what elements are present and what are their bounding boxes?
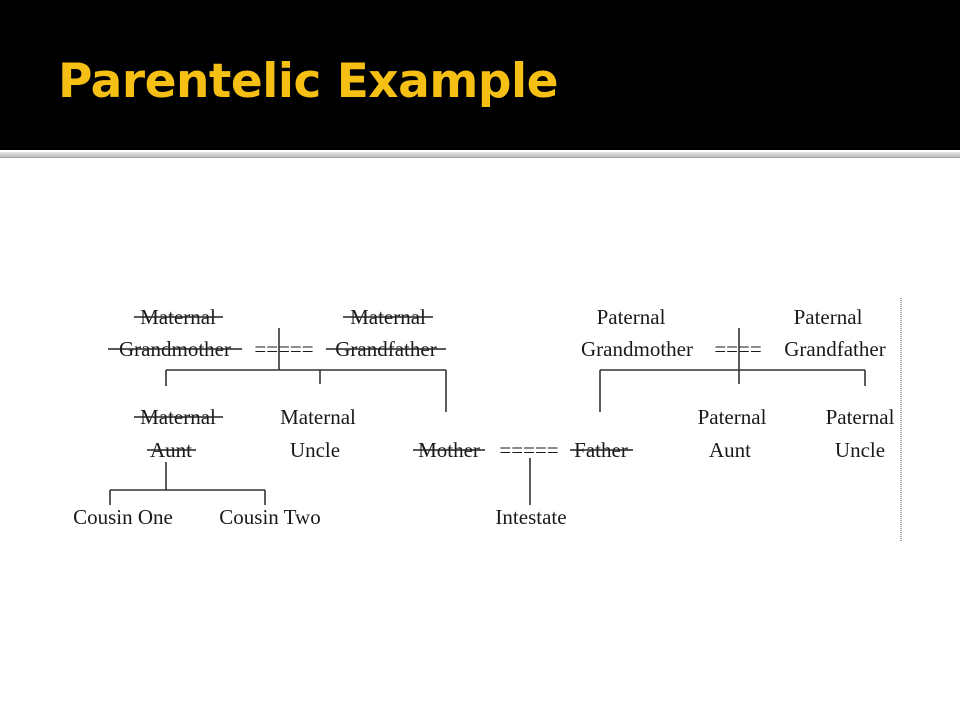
cousins-connectors (110, 462, 265, 505)
parents-marriage: ===== (499, 438, 559, 462)
father-node (570, 438, 633, 462)
mother-node (413, 438, 485, 462)
maternal-uncle-line2: Uncle (289, 438, 341, 462)
paternal-grandfather-node (784, 305, 885, 361)
cousin-one-label: Cousin One (73, 505, 173, 529)
maternal-aunt-node (134, 405, 223, 462)
maternal-grandfather-line1: Maternal (350, 305, 426, 329)
maternal-grandfather-line2: Grandfather (335, 337, 437, 361)
paternal-grandmother-line1: Paternal (596, 305, 666, 329)
paternal-aunt-line2: Aunt (709, 438, 751, 462)
maternal-grandmother-node (108, 305, 242, 361)
intestate-label: Intestate (495, 505, 567, 529)
paternal-grandmother-node (581, 305, 693, 361)
maternal-aunt-line2: Aunt (150, 438, 192, 462)
paternal-aunt-node (698, 405, 767, 462)
paternal-grandmother-line2: Grandmother (581, 337, 693, 361)
paternal-grandparents-marriage: ==== (714, 337, 762, 361)
paternal-uncle-line1: Paternal (825, 405, 895, 429)
paternal-grandfather-line2: Grandfather (784, 337, 886, 361)
paternal-uncle-line2: Uncle (834, 438, 886, 462)
maternal-uncle-line1: Maternal (280, 405, 356, 429)
maternal-aunt-line1: Maternal (140, 405, 216, 429)
paternal-aunt-line1: Paternal (697, 405, 767, 429)
maternal-grandfather-node (326, 305, 446, 361)
mother-label: Mother (418, 438, 480, 462)
maternal-grandmother-line1: Maternal (140, 305, 216, 329)
paternal-uncle-node (826, 405, 895, 462)
maternal-grandmother-line2: Grandmother (119, 337, 231, 361)
slide-title: Parentelic Example (58, 54, 558, 109)
paternal-grandfather-line1: Paternal (793, 305, 863, 329)
cousin-two-label: Cousin Two (219, 505, 321, 529)
father-label: Father (574, 438, 628, 462)
maternal-uncle-node (280, 405, 356, 462)
maternal-grandparents-marriage: ===== (254, 337, 314, 361)
